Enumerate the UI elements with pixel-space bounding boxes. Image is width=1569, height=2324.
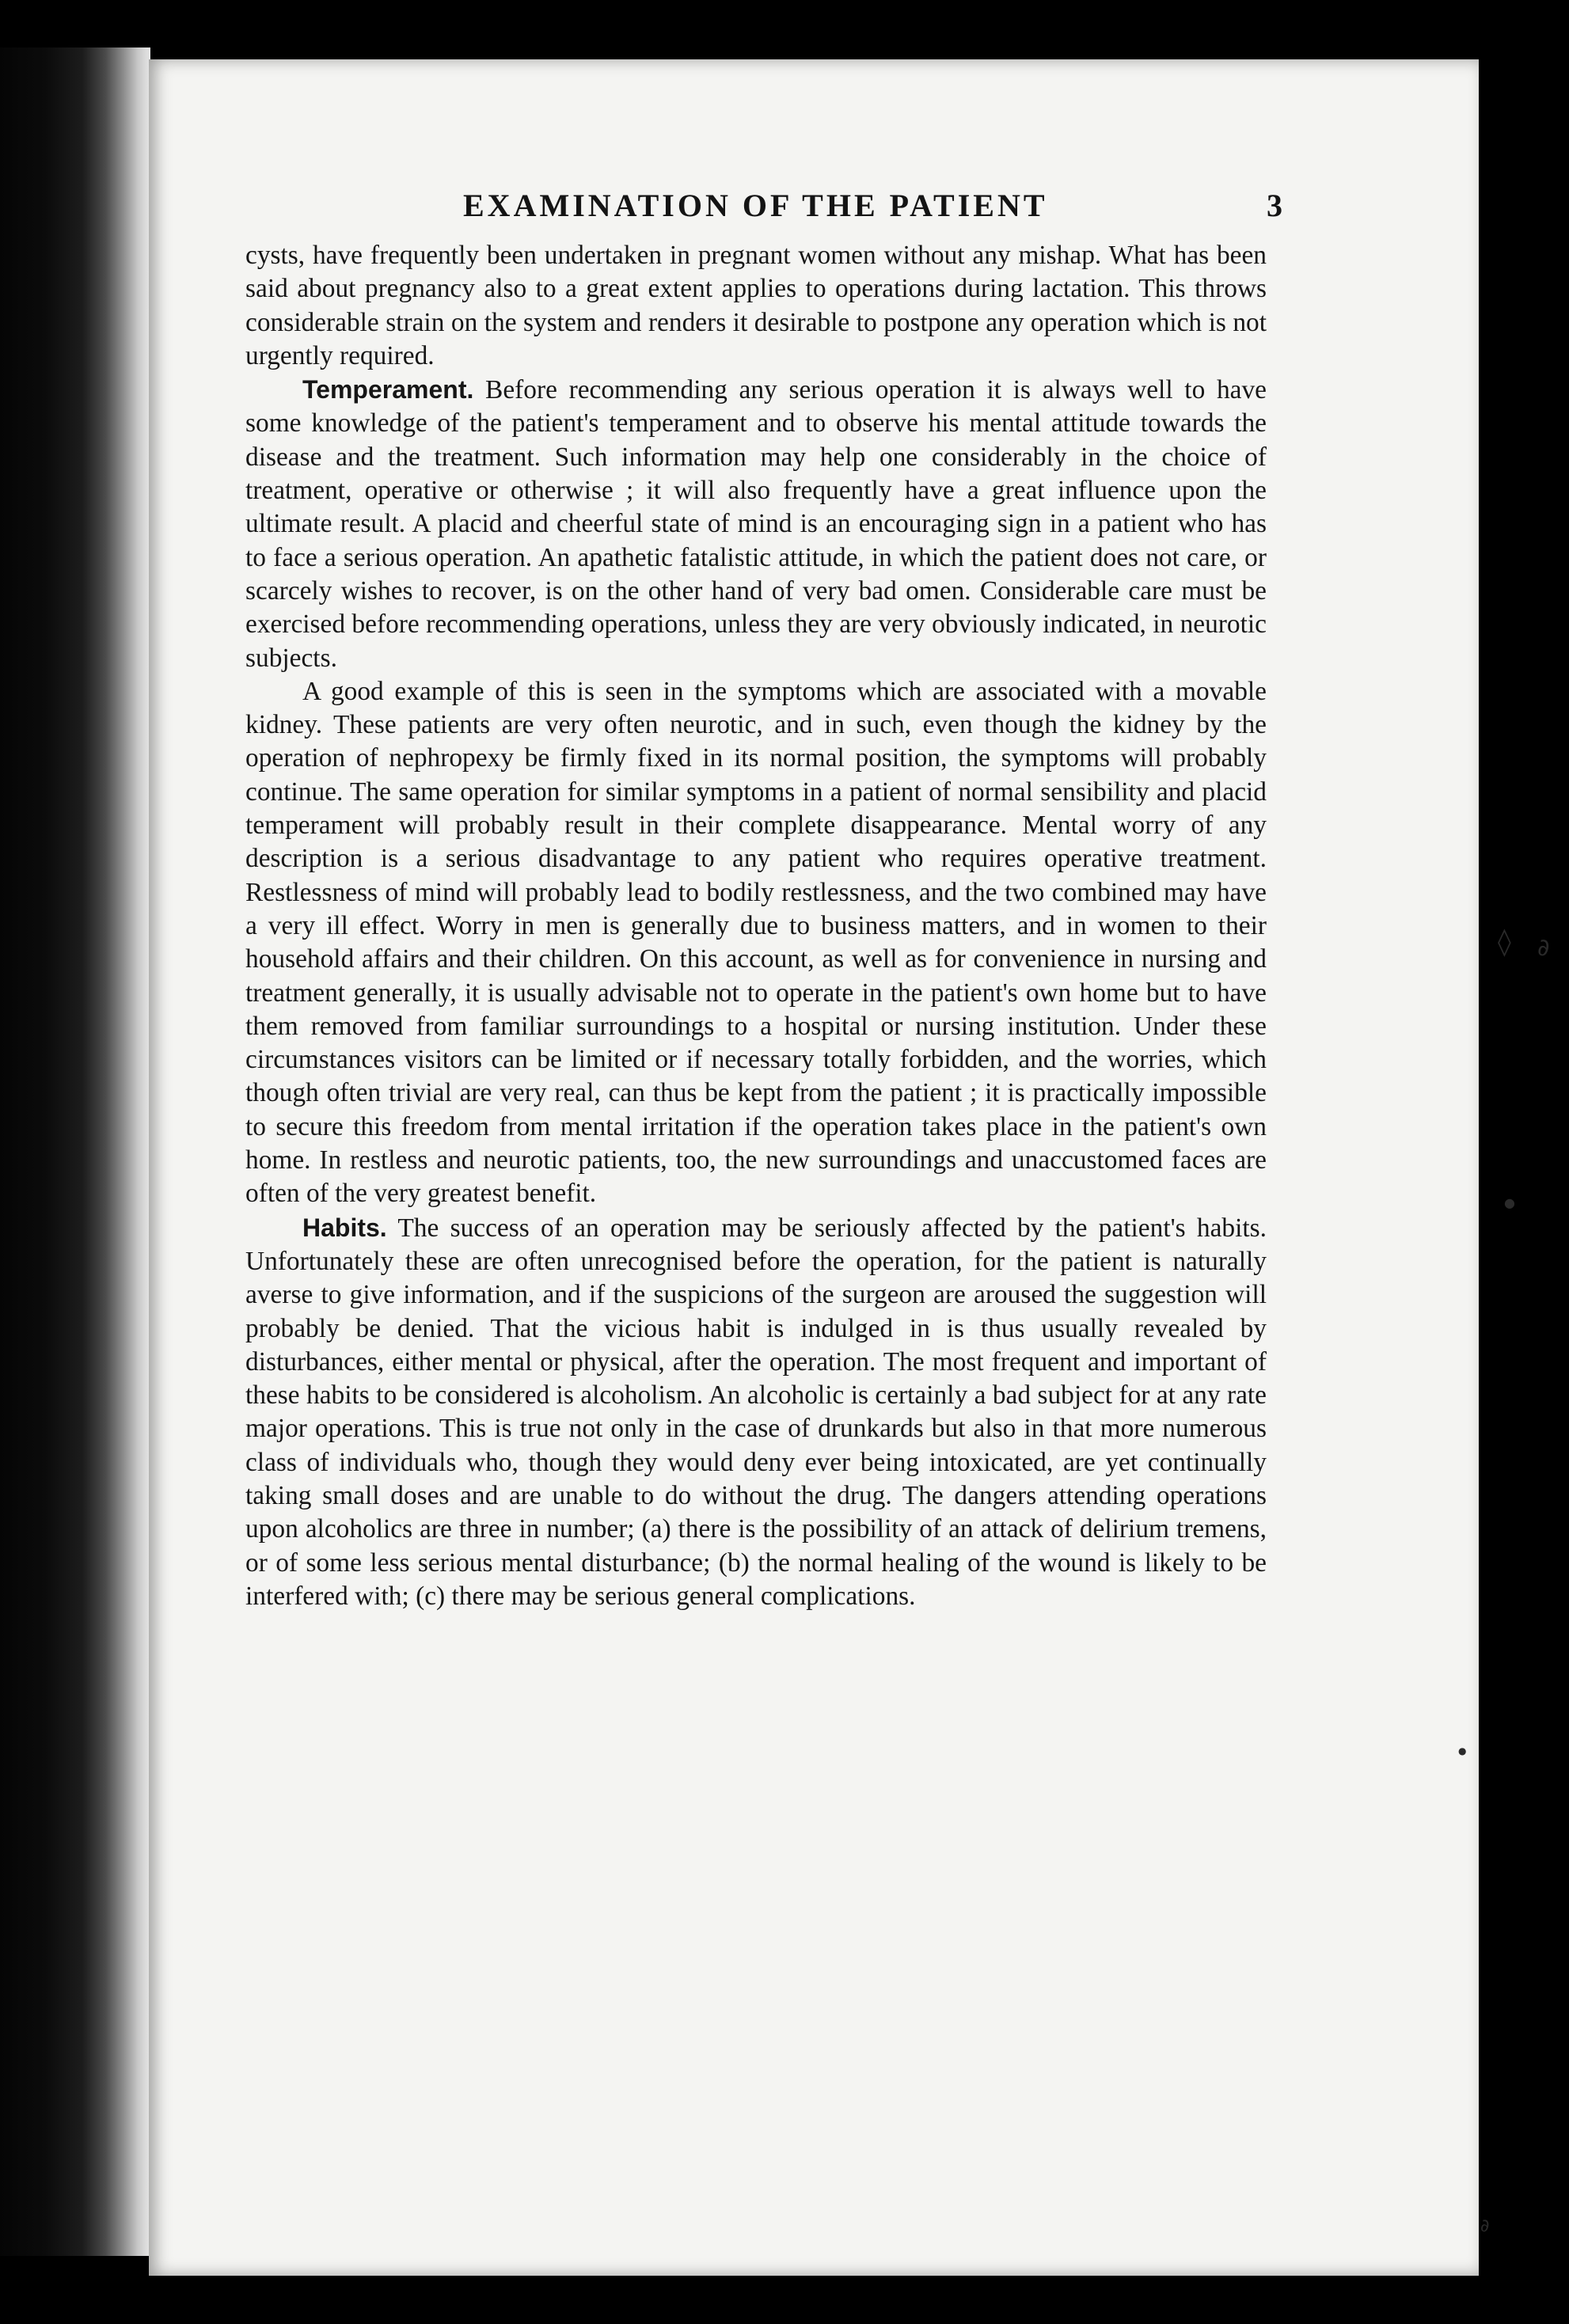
paragraph-habits-text: The success of an operation may be seriously affected by the patient's habits. Unfortunately these are often unrecognised before the operation, for the patient is naturally averse to give information, and if the suspicions of the surgeon are aroused the suggestion will probably be denied. That the vicious habit is indulged in is thus usually revealed by disturbances, either mental or physical, after the operation. The most frequent and important of these habits to be considered is alcoholism. An alcoholic is certainly a bad subject for at any rate major operations. This is true not only in the case of drunkards but also in that more numerous class of individuals who, though they would deny ever being intoxicated, are yet continually taking small doses and are unable to do without the drug. The dangers attending operations upon alcoholics are three in number; (a) there is the possibility of an attack of delirium tremens, or of some less serious mental disturbance; (b) the normal healing of the wound is likely to be interfered with; (c) there may be serious general complications. (245, 1213, 1267, 1611)
running-title: EXAMINATION OF THE PATIENT (463, 188, 1048, 223)
scan-artifact-mark: ◊ (1498, 926, 1511, 958)
paragraph-movable-kidney-text: A good example of this is seen in the symptoms which are associated with a movable kidney. These patients are very often neurotic, and in such, even though the kidney by the operation of nephropexy be firmly fixed in its normal position, the symptoms will probably continue. The same operation for similar symptoms in a patient of normal sensibility and placid temperament will probably result in their complete disappearance. Mental worry of any description is a serious disadvantage to any patient who requires operative treatment. Restlessness of mind will probably lead to bodily restlessness, and the two combined may have a very ill effect. Worry in men is generally due to business matters, and in women to their household affairs and their children. On this account, as well as for convenience in nursing and treatment generally, it is usually advisable not to operate in the patient's own home but to have them removed from familiar surroundings to a hospital or nursing institution. Under these circumstances visitors can be limited or if necessary totally forbidden, and the worries, which though often trivial are very real, can thus be kept from the patient ; it is practically impossible to secure this freedom from mental irritation if the operation takes place in the patient's own home. In restless and neurotic patients, too, the new surroundings and unaccustomed faces are often of the very greatest benefit. (245, 676, 1267, 1209)
scan-artifact-mark: ∂ (1480, 2216, 1490, 2236)
scan-artifact-mark: ∂ (1537, 934, 1550, 962)
paragraph-movable-kidney (245, 675, 1267, 1211)
paragraph-1-text: cysts, have frequently been undertaken in pregnant women without any mishap. What has been said about pregnancy also to a great extent applies to operations during lactation. This throws considerable strain on the system and renders it desirable to postpone any operation which is not urgently required. (245, 241, 1267, 370)
section-heading-temperament: Temperament. (302, 375, 474, 404)
paragraph-1 (245, 239, 1267, 373)
body-text (245, 239, 1267, 1613)
paragraph-temperament-text: Before recommending any serious operation it is always well to have some knowledge of the patient's temperament and to observe his mental attitude towards the disease and the treatment. Such information may help one considerably in the choice of treatment, operative or otherwise ; it will also frequently have a great influence upon the ultimate result. A placid and cheerful state of mind is an encouraging sign in a patient who has to face a serious operation. An apathetic fatalistic attitude, in which the patient does not care, or scarcely wishes to recover, is on the other hand of very bad omen. Considerable care must be exercised before recommending operations, unless they are very obviously indicated, in neurotic subjects. (245, 375, 1267, 673)
book-spine-shadow (0, 47, 150, 2256)
scan-artifact-dot: ● (1504, 1195, 1515, 1210)
paragraph-habits (245, 1211, 1267, 1614)
paragraph-temperament (245, 373, 1267, 675)
section-heading-habits: Habits. (302, 1213, 387, 1242)
page-number: 3 (1267, 188, 1282, 223)
scan-artifact-dot: ● (1458, 1745, 1467, 1756)
running-header (309, 187, 1282, 234)
